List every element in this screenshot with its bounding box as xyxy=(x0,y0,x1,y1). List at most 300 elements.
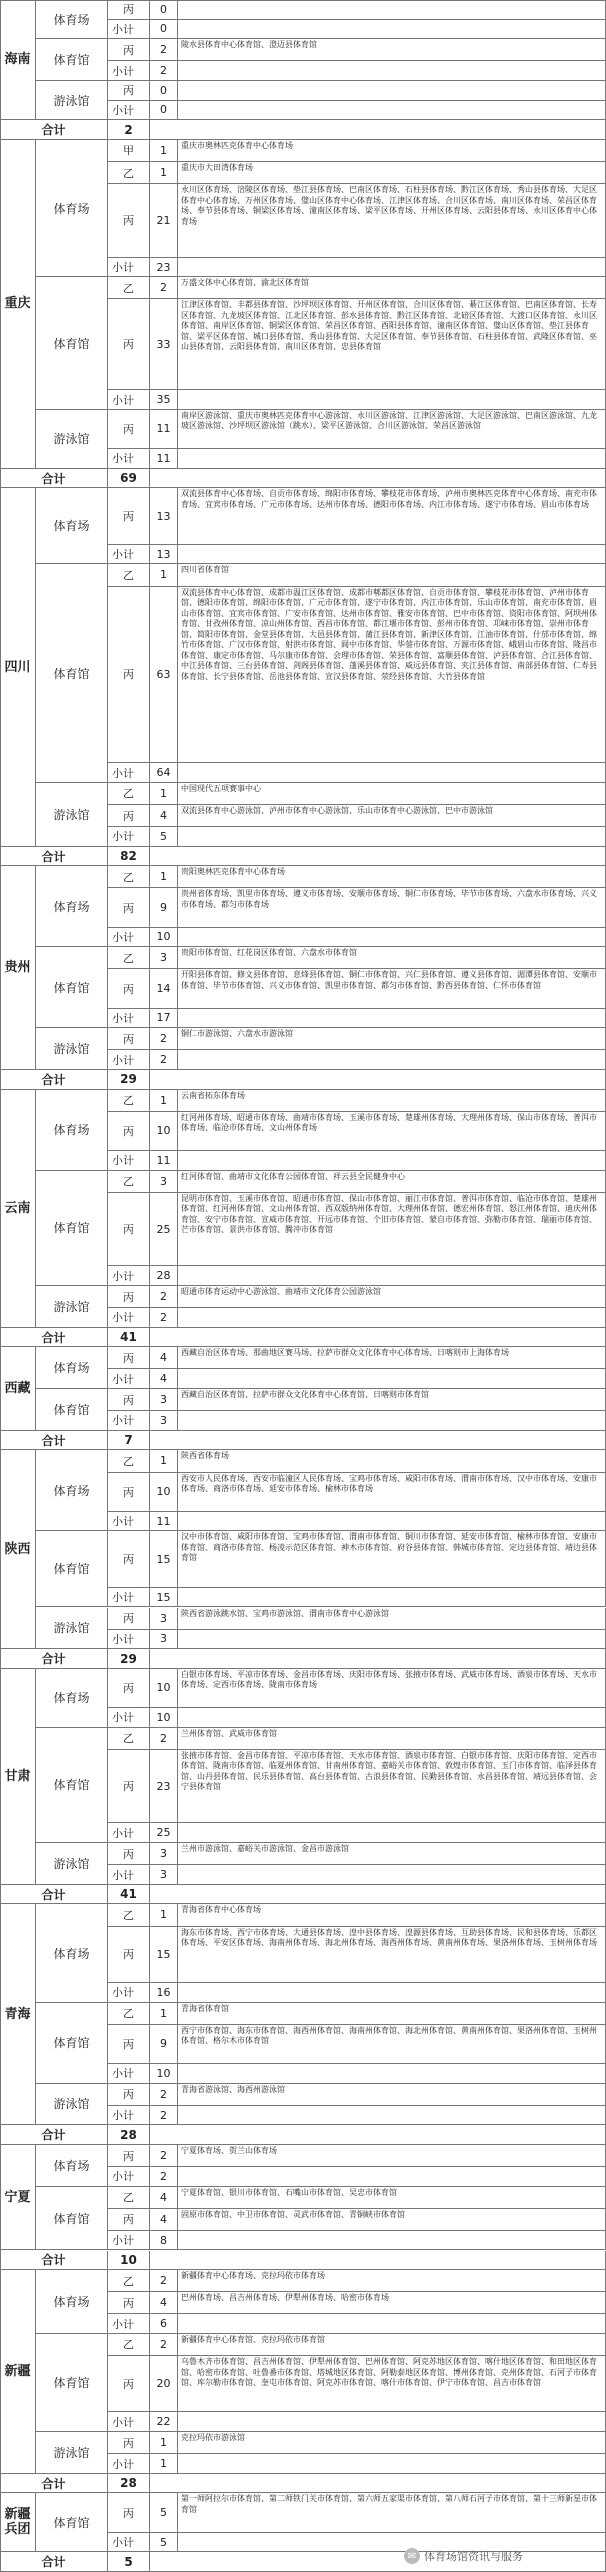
subtotal-blank xyxy=(178,449,606,469)
grade-cell: 乙 xyxy=(108,2334,150,2356)
subtotal-blank xyxy=(178,2412,606,2432)
subtotal-label: 小计 xyxy=(108,1369,150,1389)
venue-type-cell: 体育馆 xyxy=(36,1389,108,1431)
subtotal-blank xyxy=(178,20,606,40)
venue-list-cell: 西安市人民体育场、西安市临潼区人民体育场、宝鸡市体育场、咸阳市体育场、渭南市体育场、汉中市体育场、安康市体育场、商洛市体育场、延安市体育场、榆林市体育场 xyxy=(178,1473,606,1512)
grade-cell: 乙 xyxy=(108,1904,150,1926)
venue-type-cell: 游泳馆 xyxy=(36,410,108,469)
venue-type-cell: 游泳馆 xyxy=(36,1286,108,1328)
province-cell: 陕西 xyxy=(0,1450,36,1649)
grade-cell: 丙 xyxy=(108,2356,150,2412)
total-count: 7 xyxy=(108,1431,150,1451)
venue-list-cell: 贵州省体育场、凯里市体育场、遵义市体育场、安顺市体育场、铜仁市体育场、毕节市体育场、六盘水市体育场、兴义市体育场、都匀市体育场 xyxy=(178,888,606,927)
total-count: 82 xyxy=(108,847,150,867)
count-cell: 2 xyxy=(150,1728,178,1750)
subtotal-label: 小计 xyxy=(108,101,150,121)
grade-cell: 丙 xyxy=(108,1927,150,1983)
grade-cell: 丙 xyxy=(108,1112,150,1151)
grade-cell: 乙 xyxy=(108,277,150,299)
subtotal-count: 5 xyxy=(150,2533,178,2553)
venue-list-cell: 固原市体育馆、中卫市体育馆、灵武市体育馆、青铜峡市体育馆 xyxy=(178,2209,606,2231)
venue-type-cell: 游泳馆 xyxy=(36,2432,108,2474)
subtotal-label: 小计 xyxy=(108,1151,150,1171)
grade-cell: 丙 xyxy=(108,299,150,390)
subtotal-count: 11 xyxy=(150,449,178,469)
subtotal-count: 2 xyxy=(150,2167,178,2187)
subtotal-count: 8 xyxy=(150,2231,178,2251)
grade-cell: 丙 xyxy=(108,2145,150,2167)
count-cell: 3 xyxy=(150,1171,178,1193)
count-cell: 0 xyxy=(150,81,178,101)
venue-list-cell: 新疆体育中心体育馆、克拉玛依市体育馆 xyxy=(178,2334,606,2356)
venue-list-cell: 昆明市体育馆、玉溪市体育馆、昭通市体育馆、保山市体育馆、丽江市体育馆、普洱市体育馆、临沧市体育馆、楚雄州体育馆、红河州体育馆、文山州体育馆、西双版纳州体育馆、大理州体育馆、德宏州体育馆、怒江州体育馆、迪庆州体育馆、安宁市体育馆、宣威市体育馆、开远市体育馆、个旧市体育馆、蒙自市体育馆、弥勒市体育馆、瑞丽市体育馆、芒市体育馆、景洪市体育馆、腾冲市体育馆 xyxy=(178,1193,606,1267)
venue-list-cell: 云南省拓东体育场 xyxy=(178,1090,606,1112)
total-blank xyxy=(150,120,606,140)
grade-cell: 丙 xyxy=(108,1669,150,1708)
venue-list-cell: 永川区体育场、涪陵区体育场、垫江县体育场、巴南区体育场、石柱县体育场、黔江区体育场、秀山县体育场、大足区体育中心体育场、万州区体育场、璧山区体育中心体育场、江津区体育场、合川区体育场、南川区体育场、荣昌区体育场、奉节县体育场、铜梁区体育场、潼南区体育场、梁平区体育场、开州区体育场、云阳县体育场、永川区体育中心体育场 xyxy=(178,184,606,258)
venue-type-cell: 体育馆 xyxy=(36,947,108,1028)
subtotal-count: 4 xyxy=(150,1369,178,1389)
subtotal-count: 6 xyxy=(150,2314,178,2334)
subtotal-count: 23 xyxy=(150,258,178,278)
venue-list-cell: 西宁市体育馆、海东市体育馆、海西州体育馆、海南州体育馆、海北州体育馆、黄南州体育馆、果洛州体育馆、玉树州体育馆、格尔木市体育馆 xyxy=(178,2025,606,2064)
venue-list-cell: 双流县体育中心体育场、自贡市体育场、绵阳市体育场、攀枝花市体育场、泸州市奥林匹克体育中心体育场、南充市体育场、宜宾市体育场、广元市体育场、达州市体育场、德阳市体育场、内江市体育场、遂宁市体育场、眉山市体育场 xyxy=(178,488,606,544)
venue-list-cell: 汉中市体育馆、咸阳市体育馆、宝鸡市体育馆、渭南市体育馆、铜川市体育馆、延安市体育馆、榆林市体育馆、安康市体育馆、商洛市体育馆、杨凌示范区体育馆、神木市体育馆、府谷县体育馆、韩城市体育馆、定边县体育馆、靖边县体育馆 xyxy=(178,1531,606,1587)
venue-list-cell xyxy=(178,0,606,20)
subtotal-label: 小计 xyxy=(108,449,150,469)
total-label: 合计 xyxy=(0,2125,108,2145)
venue-list-cell: 重庆市奥林匹克体育中心体育场 xyxy=(178,140,606,162)
grade-cell: 乙 xyxy=(108,2187,150,2209)
subtotal-blank xyxy=(178,61,606,81)
total-blank xyxy=(150,1885,606,1905)
venue-type-cell: 体育馆 xyxy=(36,39,108,81)
subtotal-count: 1 xyxy=(150,2454,178,2474)
grade-cell: 丙 xyxy=(108,1608,150,1630)
grade-cell: 乙 xyxy=(108,947,150,969)
count-cell: 2 xyxy=(150,2270,178,2292)
subtotal-label: 小计 xyxy=(108,2106,150,2126)
count-cell: 4 xyxy=(150,1347,178,1369)
venue-list-cell: 铜仁市游泳馆、六盘水市游泳馆 xyxy=(178,1028,606,1050)
subtotal-count: 13 xyxy=(150,545,178,565)
total-blank xyxy=(150,2251,606,2271)
grade-cell: 丙 xyxy=(108,39,150,61)
subtotal-blank xyxy=(178,1411,606,1431)
total-label: 合计 xyxy=(0,1431,108,1451)
province-cell: 宁夏 xyxy=(0,2145,36,2251)
subtotal-blank xyxy=(178,1151,606,1171)
subtotal-label: 小计 xyxy=(108,2167,150,2187)
subtotal-label: 小计 xyxy=(108,20,150,40)
subtotal-count: 11 xyxy=(150,1151,178,1171)
venue-list-cell: 海东市体育场、西宁市体育场、大通县体育场、湟中县体育场、湟源县体育场、互助县体育场、民和县体育场、乐都区体育场、平安区体育场、海南州体育场、海北州体育场、海西州体育场、黄南州体育场、果洛州体育场、玉树州体育场 xyxy=(178,1927,606,1983)
grade-cell: 乙 xyxy=(108,1728,150,1750)
venue-type-cell: 体育馆 xyxy=(36,2003,108,2084)
total-label: 合计 xyxy=(0,847,108,867)
venue-list-cell: 青海省体育中心体育场 xyxy=(178,1904,606,1926)
province-cell: 新疆兵团 xyxy=(0,2493,36,2552)
count-cell: 1 xyxy=(150,162,178,184)
subtotal-label: 小计 xyxy=(108,258,150,278)
grade-cell: 丙 xyxy=(108,1531,150,1587)
grade-cell: 丙 xyxy=(108,805,150,827)
venue-list-cell xyxy=(178,81,606,101)
venue-list-cell: 乌鲁木齐市体育馆、昌吉州体育馆、伊犁州体育馆、巴州体育馆、阿克苏地区体育馆、喀什地区体育馆、和田地区体育馆、哈密市体育馆、吐鲁番市体育馆、塔城地区体育馆、阿勒泰地区体育馆、博州体育馆、克州体育馆、石河子市体育馆、库尔勒市体育馆、奎屯市体育馆、阿克苏市体育馆、喀什市体育馆、伊宁市体育馆、昌吉市体育馆 xyxy=(178,2356,606,2412)
total-label: 合计 xyxy=(0,1885,108,1905)
count-cell: 14 xyxy=(150,969,178,1008)
venue-type-cell: 游泳馆 xyxy=(36,1608,108,1650)
total-count: 29 xyxy=(108,1070,150,1090)
total-blank xyxy=(150,1649,606,1669)
grade-cell: 丙 xyxy=(108,1843,150,1865)
subtotal-blank xyxy=(178,1308,606,1328)
grade-cell: 乙 xyxy=(108,866,150,888)
count-cell: 23 xyxy=(150,1750,178,1824)
subtotal-blank xyxy=(178,1865,606,1885)
subtotal-count: 15 xyxy=(150,1588,178,1608)
venue-list-cell: 第一师阿拉尔市体育馆、第二师铁门关市体育馆、第六师五家渠市体育馆、第八师石河子市体育馆、第十三师新星市体育馆 xyxy=(178,2493,606,2532)
subtotal-label: 小计 xyxy=(108,1865,150,1885)
total-count: 28 xyxy=(108,2474,150,2494)
subtotal-count: 3 xyxy=(150,1865,178,1885)
subtotal-label: 小计 xyxy=(108,928,150,948)
grade-cell: 丙 xyxy=(108,587,150,764)
count-cell: 21 xyxy=(150,184,178,258)
count-cell: 10 xyxy=(150,1669,178,1708)
subtotal-blank xyxy=(178,1009,606,1029)
venue-list-cell: 红河州体育场、昭通市体育场、曲靖市体育场、玉溪市体育场、楚雄州体育场、大理州体育场、保山市体育场、普洱市体育场、临沧市体育场、文山州体育场 xyxy=(178,1112,606,1151)
subtotal-count: 3 xyxy=(150,1630,178,1650)
venue-type-cell: 体育馆 xyxy=(36,1728,108,1843)
subtotal-label: 小计 xyxy=(108,2412,150,2432)
province-cell: 西藏 xyxy=(0,1347,36,1430)
total-label: 合计 xyxy=(0,2552,108,2572)
count-cell: 2 xyxy=(150,1028,178,1050)
venue-list-cell: 四川省体育馆 xyxy=(178,564,606,586)
count-cell: 2 xyxy=(150,2334,178,2356)
grade-cell: 丙 xyxy=(108,969,150,1008)
venue-type-cell: 体育馆 xyxy=(36,277,108,410)
subtotal-label: 小计 xyxy=(108,1823,150,1843)
venue-list-cell: 双流县体育中心体育馆、成都市温江区体育馆、成都市郫都区体育馆、自贡市体育馆、攀枝花市体育馆、泸州市体育馆、德阳市体育馆、绵阳市体育馆、广元市体育馆、遂宁市体育馆、内江市体育馆、乐山市体育馆、南充市体育馆、眉山市体育馆、宜宾市体育馆、广安市体育馆、达州市体育馆、雅安市体育馆、巴中市体育馆、资阳市体育馆、阿坝州体育馆、甘孜州体育馆、凉山州体育馆、西昌市体育馆、都江堰市体育馆、彭州市体育馆、邛崃市体育馆、崇州市体育馆、简阳市体育馆、金堂县体育馆、大邑县体育馆、蒲江县体育馆、新津区体育馆、江油市体育馆、什邡市体育馆、绵竹市体育馆、广汉市体育馆、射洪市体育馆、阆中市体育馆、华蓥市体育馆、万源市体育馆、峨眉山市体育馆、隆昌市体育馆、康定市体育馆、马尔康市体育馆、会理市体育馆、荣县体育馆、富顺县体育馆、泸县体育馆、合江县体育馆、中江县体育馆、三台县体育馆、剑阁县体育馆、蓬溪县体育馆、威远县体育馆、夹江县体育馆、南部县体育馆、仁寿县体育馆、长宁县体育馆、岳池县体育馆、宣汉县体育馆、荥经县体育馆、大竹县体育馆 xyxy=(178,587,606,764)
watermark-text: 体育场馆资讯与服务 xyxy=(424,2550,523,2563)
subtotal-label: 小计 xyxy=(108,61,150,81)
subtotal-count: 0 xyxy=(150,20,178,40)
subtotal-count: 2 xyxy=(150,1050,178,1070)
total-label: 合计 xyxy=(0,1328,108,1348)
count-cell: 4 xyxy=(150,805,178,827)
province-cell: 海南 xyxy=(0,0,36,120)
venue-type-cell: 体育馆 xyxy=(36,2493,108,2552)
venue-type-cell: 游泳馆 xyxy=(36,1028,108,1070)
subtotal-blank xyxy=(178,928,606,948)
count-cell: 15 xyxy=(150,1927,178,1983)
grade-cell: 乙 xyxy=(108,162,150,184)
count-cell: 9 xyxy=(150,888,178,927)
count-cell: 1 xyxy=(150,866,178,888)
total-blank xyxy=(150,2474,606,2494)
province-cell: 贵州 xyxy=(0,866,36,1070)
count-cell: 3 xyxy=(150,1843,178,1865)
count-cell: 20 xyxy=(150,2356,178,2412)
subtotal-blank xyxy=(178,2314,606,2334)
venue-list-cell: 新疆体育中心体育场、克拉玛依市体育场 xyxy=(178,2270,606,2292)
total-blank xyxy=(150,469,606,489)
subtotal-label: 小计 xyxy=(108,390,150,410)
grade-cell: 丙 xyxy=(108,184,150,258)
subtotal-blank xyxy=(178,1050,606,1070)
grade-cell: 丙 xyxy=(108,1193,150,1267)
venue-type-cell: 体育馆 xyxy=(36,1171,108,1286)
subtotal-count: 35 xyxy=(150,390,178,410)
venue-list-cell: 宁夏体育场、贺兰山体育场 xyxy=(178,2145,606,2167)
count-cell: 33 xyxy=(150,299,178,390)
subtotal-count: 10 xyxy=(150,928,178,948)
subtotal-blank xyxy=(178,1266,606,1286)
count-cell: 1 xyxy=(150,140,178,162)
venue-type-cell: 体育场 xyxy=(36,1450,108,1531)
total-count: 2 xyxy=(108,120,150,140)
total-label: 合计 xyxy=(0,2251,108,2271)
count-cell: 15 xyxy=(150,1531,178,1587)
venue-list-cell: 克拉玛依市游泳馆 xyxy=(178,2432,606,2454)
subtotal-blank xyxy=(178,1823,606,1843)
subtotal-label: 小计 xyxy=(108,1009,150,1029)
venue-type-cell: 体育场 xyxy=(36,1669,108,1728)
venue-list-cell: 陕西省体育场 xyxy=(178,1450,606,1472)
grade-cell: 丙 xyxy=(108,888,150,927)
venue-list-cell: 昭通市体育运动中心游泳馆、曲靖市文化体育公园游泳馆 xyxy=(178,1286,606,1308)
count-cell: 4 xyxy=(150,2187,178,2209)
grade-cell: 丙 xyxy=(108,2432,150,2454)
grade-cell: 丙 xyxy=(108,1286,150,1308)
subtotal-label: 小计 xyxy=(108,1588,150,1608)
count-cell: 0 xyxy=(150,0,178,20)
venue-type-cell: 体育馆 xyxy=(36,2187,108,2251)
venue-list-cell: 青海省体育馆 xyxy=(178,2003,606,2025)
subtotal-blank xyxy=(178,2064,606,2084)
venue-type-cell: 体育馆 xyxy=(36,2334,108,2432)
subtotal-blank xyxy=(178,1983,606,2003)
count-cell: 1 xyxy=(150,783,178,805)
count-cell: 2 xyxy=(150,2084,178,2106)
total-label: 合计 xyxy=(0,1070,108,1090)
grade-cell: 丙 xyxy=(108,410,150,449)
venue-list-cell: 兰州体育馆、武威市体育馆 xyxy=(178,1728,606,1750)
subtotal-label: 小计 xyxy=(108,2064,150,2084)
count-cell: 11 xyxy=(150,410,178,449)
venue-type-cell: 体育场 xyxy=(36,2145,108,2187)
grade-cell: 丙 xyxy=(108,1347,150,1369)
subtotal-blank xyxy=(178,1369,606,1389)
venue-list-cell: 兰州市游泳馆、嘉峪关市游泳馆、金昌市游泳馆 xyxy=(178,1843,606,1865)
count-cell: 1 xyxy=(150,564,178,586)
total-count: 41 xyxy=(108,1328,150,1348)
count-cell: 1 xyxy=(150,1090,178,1112)
venue-type-cell: 体育场 xyxy=(36,1904,108,2002)
subtotal-label: 小计 xyxy=(108,1308,150,1328)
province-cell: 云南 xyxy=(0,1090,36,1328)
subtotal-count: 2 xyxy=(150,1308,178,1328)
subtotal-label: 小计 xyxy=(108,1512,150,1532)
subtotal-count: 0 xyxy=(150,101,178,121)
grade-cell: 丙 xyxy=(108,2025,150,2064)
subtotal-label: 小计 xyxy=(108,545,150,565)
grade-cell: 甲 xyxy=(108,140,150,162)
subtotal-label: 小计 xyxy=(108,1630,150,1650)
venue-list-cell: 巴州体育场、昌吉州体育场、伊犁州体育场、哈密市体育场 xyxy=(178,2292,606,2314)
total-blank xyxy=(150,2125,606,2145)
subtotal-blank xyxy=(178,101,606,121)
province-cell: 新疆 xyxy=(0,2270,36,2474)
count-cell: 5 xyxy=(150,2493,178,2532)
total-count: 69 xyxy=(108,469,150,489)
venue-type-cell: 体育场 xyxy=(36,0,108,39)
count-cell: 1 xyxy=(150,2003,178,2025)
venue-type-cell: 体育场 xyxy=(36,140,108,277)
grade-cell: 丙 xyxy=(108,1473,150,1512)
count-cell: 1 xyxy=(150,1450,178,1472)
subtotal-count: 10 xyxy=(150,1708,178,1728)
subtotal-blank xyxy=(178,2454,606,2474)
grade-cell: 丙 xyxy=(108,2209,150,2231)
count-cell: 3 xyxy=(150,1389,178,1411)
venue-type-cell: 体育场 xyxy=(36,488,108,564)
count-cell: 13 xyxy=(150,488,178,544)
count-cell: 9 xyxy=(150,2025,178,2064)
grade-cell: 丙 xyxy=(108,1389,150,1411)
count-cell: 25 xyxy=(150,1193,178,1267)
count-cell: 3 xyxy=(150,947,178,969)
count-cell: 10 xyxy=(150,1112,178,1151)
subtotal-blank xyxy=(178,1512,606,1532)
subtotal-count: 22 xyxy=(150,2412,178,2432)
count-cell: 1 xyxy=(150,2432,178,2454)
subtotal-label: 小计 xyxy=(108,2314,150,2334)
subtotal-blank xyxy=(178,545,606,565)
count-cell: 2 xyxy=(150,1286,178,1308)
subtotal-count: 25 xyxy=(150,1823,178,1843)
subtotal-blank xyxy=(178,827,606,847)
subtotal-count: 64 xyxy=(150,763,178,783)
grade-cell: 丙 xyxy=(108,1750,150,1824)
total-label: 合计 xyxy=(0,1649,108,1669)
venue-type-cell: 游泳馆 xyxy=(36,783,108,847)
subtotal-blank xyxy=(178,258,606,278)
count-cell: 2 xyxy=(150,39,178,61)
grade-cell: 丙 xyxy=(108,488,150,544)
count-cell: 2 xyxy=(150,2145,178,2167)
total-count: 29 xyxy=(108,1649,150,1669)
subtotal-blank xyxy=(178,2167,606,2187)
count-cell: 3 xyxy=(150,1608,178,1630)
subtotal-blank xyxy=(178,2231,606,2251)
total-count: 10 xyxy=(108,2251,150,2271)
grade-cell: 丙 xyxy=(108,0,150,20)
total-blank xyxy=(150,847,606,867)
province-cell: 四川 xyxy=(0,488,36,846)
venue-list-cell: 张掖市体育馆、金昌市体育馆、平凉市体育馆、天水市体育馆、酒泉市体育馆、白银市体育馆、庆阳市体育馆、定西市体育馆、陇南市体育馆、临夏州体育馆、甘南州体育馆、嘉峪关市体育馆、敦煌市体育馆、玉门市体育馆、临泽县体育馆、山丹县体育馆、民乐县体育馆、高台县体育馆、古浪县体育馆、民勤县体育馆、永昌县体育馆、靖远县体育馆、会宁县体育馆 xyxy=(178,1750,606,1824)
total-label: 合计 xyxy=(0,2474,108,2494)
total-label: 合计 xyxy=(0,120,108,140)
subtotal-label: 小计 xyxy=(108,1983,150,2003)
count-cell: 10 xyxy=(150,1473,178,1512)
subtotal-blank xyxy=(178,1588,606,1608)
subtotal-count: 2 xyxy=(150,2106,178,2126)
venue-list-cell: 南岸区游泳馆、重庆市奥林匹克体育中心游泳馆、永川区游泳馆、江津区游泳馆、大足区游泳馆、巴南区游泳馆、九龙坡区游泳馆、沙坪坝区游泳馆（跳水）、梁平区游泳馆、合川区游泳馆、荣昌区游泳馆 xyxy=(178,410,606,449)
venue-list-cell: 红河体育馆、曲靖市文化体育公园体育馆、祥云县全民健身中心 xyxy=(178,1171,606,1193)
subtotal-count: 3 xyxy=(150,1411,178,1431)
subtotal-blank xyxy=(178,2106,606,2126)
venue-list-cell: 宁夏体育馆、银川市体育馆、石嘴山市体育馆、吴忠市体育馆 xyxy=(178,2187,606,2209)
grade-cell: 丙 xyxy=(108,2292,150,2314)
count-cell: 1 xyxy=(150,1904,178,1926)
subtotal-label: 小计 xyxy=(108,763,150,783)
subtotal-label: 小计 xyxy=(108,2231,150,2251)
count-cell: 63 xyxy=(150,587,178,764)
subtotal-count: 17 xyxy=(150,1009,178,1029)
subtotal-label: 小计 xyxy=(108,1266,150,1286)
subtotal-blank xyxy=(178,763,606,783)
watermark xyxy=(404,2545,604,2567)
grade-cell: 乙 xyxy=(108,1171,150,1193)
venue-list-cell: 陕西省游泳跳水馆、宝鸡市游泳馆、渭南市体育中心游泳馆 xyxy=(178,1608,606,1630)
venue-type-cell: 游泳馆 xyxy=(36,81,108,120)
subtotal-label: 小计 xyxy=(108,1050,150,1070)
venue-list-cell: 贵阳市体育馆、红花岗区体育馆、六盘水市体育馆 xyxy=(178,947,606,969)
subtotal-label: 小计 xyxy=(108,2533,150,2553)
venue-type-cell: 游泳馆 xyxy=(36,2084,108,2126)
subtotal-count: 10 xyxy=(150,2064,178,2084)
subtotal-blank xyxy=(178,1630,606,1650)
venue-type-cell: 体育场 xyxy=(36,1090,108,1171)
total-count: 41 xyxy=(108,1885,150,1905)
province-cell: 甘肃 xyxy=(0,1669,36,1885)
total-blank xyxy=(150,1070,606,1090)
subtotal-blank xyxy=(178,1708,606,1728)
total-label: 合计 xyxy=(0,469,108,489)
grade-cell: 乙 xyxy=(108,1090,150,1112)
subtotal-label: 小计 xyxy=(108,1411,150,1431)
venue-list-cell: 重庆市大田湾体育场 xyxy=(178,162,606,184)
grade-cell: 乙 xyxy=(108,1450,150,1472)
count-cell: 2 xyxy=(150,277,178,299)
wechat-icon: ✉ xyxy=(404,2548,420,2564)
venue-list-cell: 万盛文体中心体育馆、渝北区体育馆 xyxy=(178,277,606,299)
subtotal-count: 11 xyxy=(150,1512,178,1532)
venue-list-cell: 西藏自治区体育馆、拉萨市群众文化体育中心体育馆、日喀则市体育馆 xyxy=(178,1389,606,1411)
venue-type-cell: 游泳馆 xyxy=(36,1843,108,1885)
venue-type-cell: 体育场 xyxy=(36,2270,108,2334)
grade-cell: 乙 xyxy=(108,564,150,586)
venue-list-cell: 白银市体育场、平凉市体育场、金昌市体育场、庆阳市体育场、张掖市体育场、武威市体育场、酒泉市体育场、天水市体育场、定西市体育场、陇南市体育场 xyxy=(178,1669,606,1708)
venue-list-cell: 贵阳奥林匹克体育中心体育场 xyxy=(178,866,606,888)
subtotal-count: 16 xyxy=(150,1983,178,2003)
venue-type-cell: 体育场 xyxy=(36,1347,108,1389)
subtotal-label: 小计 xyxy=(108,827,150,847)
grade-cell: 丙 xyxy=(108,2493,150,2532)
subtotal-count: 2 xyxy=(150,61,178,81)
subtotal-count: 28 xyxy=(150,1266,178,1286)
subtotal-label: 小计 xyxy=(108,2454,150,2474)
venue-list-cell: 青海省游泳馆、海西州游泳馆 xyxy=(178,2084,606,2106)
subtotal-count: 5 xyxy=(150,827,178,847)
venue-list-cell: 江津区体育馆、丰都县体育馆、沙坪坝区体育馆、开州区体育馆、合川区体育馆、綦江区体育馆、巴南区体育馆、长寿区体育馆、九龙坡区体育馆、江北区体育馆、彭水县体育馆、黔江区体育馆、北碚区体育馆、大渡口区体育馆、永川区体育馆、南岸区体育馆、铜梁区体育馆、荣昌区体育馆、酉阳县体育馆、潼南区体育馆、璧山区体育馆、垫江县体育馆、梁平区体育馆、城口县体育馆、秀山县体育馆、大足区体育馆、奉节县体育馆、石柱县体育馆、武隆区体育馆、巫山县体育馆、云阳县体育馆、南川区体育馆、忠县体育馆 xyxy=(178,299,606,390)
venue-list-cell: 西藏自治区体育场、那曲地区赛马场、拉萨市群众文化体育中心体育场、日喀则市上海体育场 xyxy=(178,1347,606,1369)
grade-cell: 丙 xyxy=(108,81,150,101)
grade-cell: 丙 xyxy=(108,2084,150,2106)
